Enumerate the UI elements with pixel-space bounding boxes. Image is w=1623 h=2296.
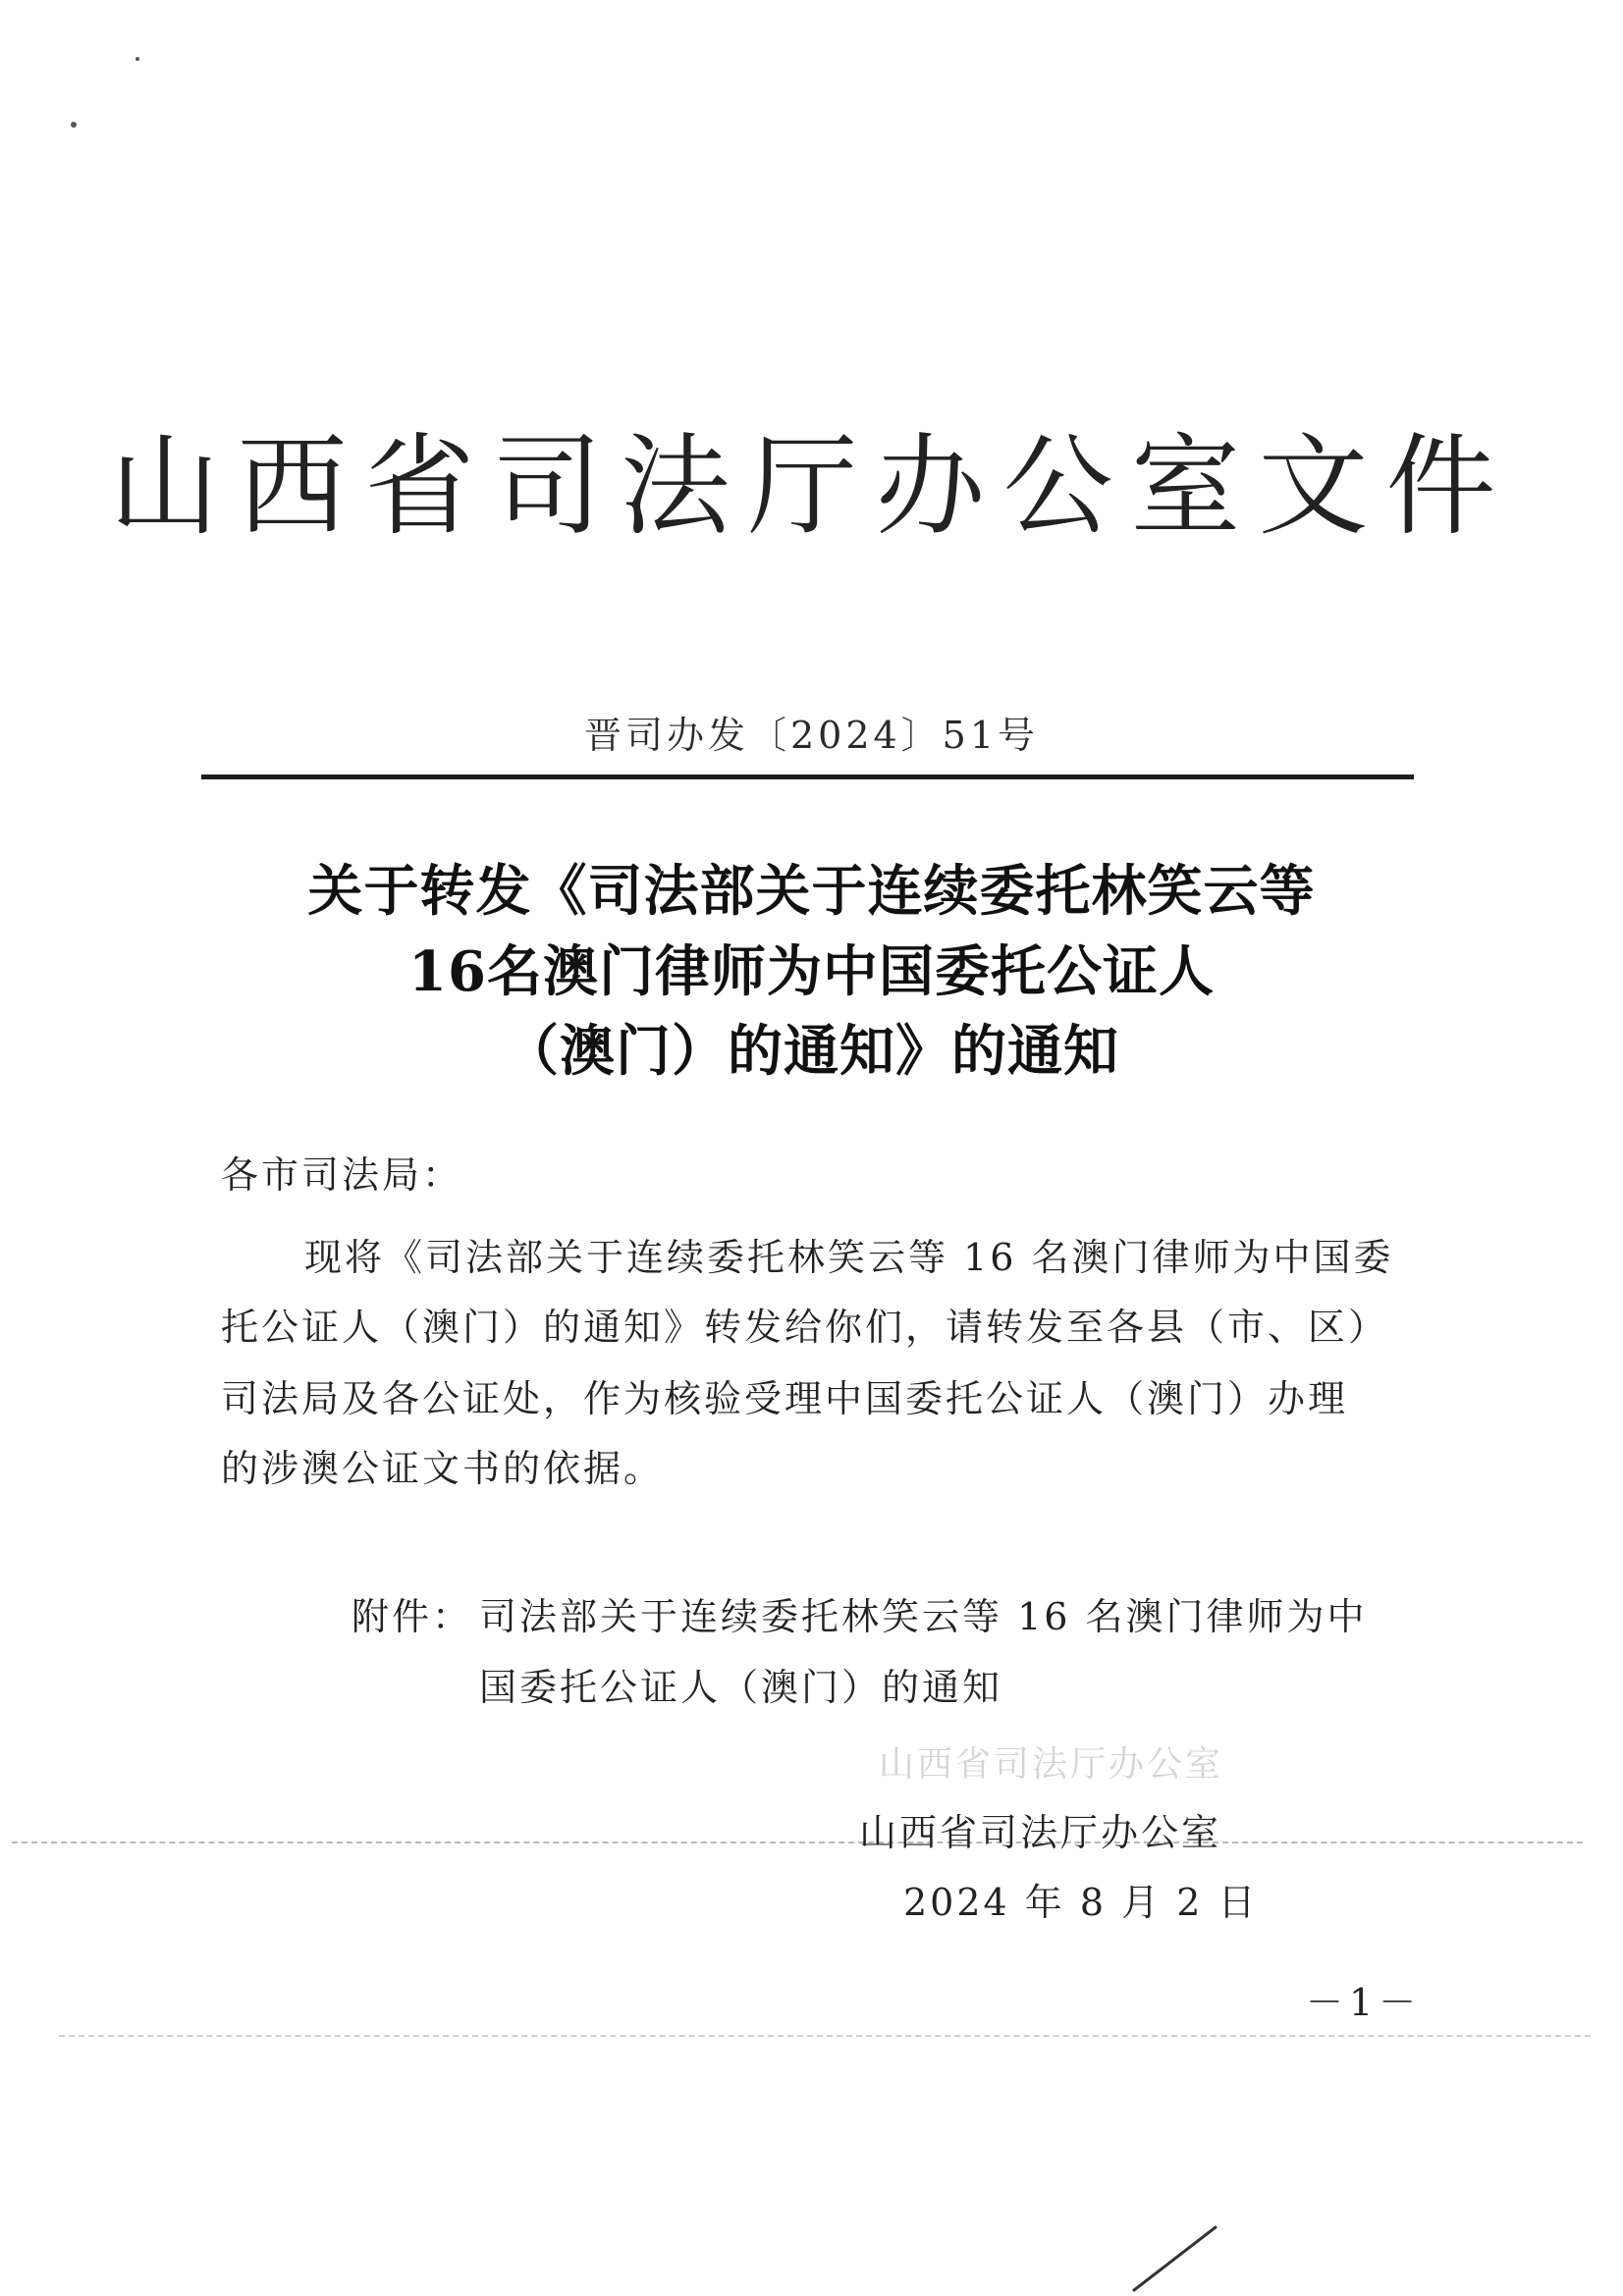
notice-title-line-2: 16名澳门律师为中国委托公证人 xyxy=(408,939,1215,1004)
notice-title-line-1: 关于转发《司法部关于连续委托林笑云等 xyxy=(307,859,1316,924)
attachment-label: 附件： xyxy=(352,1595,473,1638)
salutation: 各市司法局： xyxy=(221,1153,463,1197)
attachment-title-line-1: 司法部关于连续委托林笑云等 16 名澳门律师为中 xyxy=(479,1595,1368,1638)
org-header-title: 山西省司法厅办公室文件 xyxy=(109,423,1514,551)
notice-title-line-3: （澳门）的通知》的通知 xyxy=(504,1019,1119,1084)
body-paragraph-line-2: 托公证人（澳门）的通知》转发给你们，请转发至各县（市、区） xyxy=(221,1306,1389,1349)
scan-artifact-line xyxy=(59,2035,1591,2037)
document-number: 晋司办发〔2024〕51号 xyxy=(583,714,1040,757)
scan-speck xyxy=(71,122,77,128)
bleed-through-text: 山西省司法厅办公室 xyxy=(879,1744,1224,1785)
attachment-title-line-2: 国委托公证人（澳门）的通知 xyxy=(479,1666,1003,1709)
issuer-signature: 山西省司法厅办公室 xyxy=(859,1811,1222,1854)
body-paragraph-line-3: 司法局及各公证处，作为核验受理中国委托公证人（澳门）办理 xyxy=(221,1377,1349,1420)
scan-speck xyxy=(135,57,139,61)
header-divider xyxy=(201,774,1414,779)
body-paragraph-line-1: 现将《司法部关于连续委托林笑云等 16 名澳门律师为中国委 xyxy=(304,1236,1394,1279)
pen-mark xyxy=(1129,2223,1217,2292)
body-paragraph-line-4: 的涉澳公证文书的依据。 xyxy=(221,1447,665,1490)
issue-date: 2024 年 8 月 2 日 xyxy=(903,1881,1259,1924)
scan-artifact-line xyxy=(12,1842,1583,1843)
page-number: －1－ xyxy=(1306,1981,1423,2024)
